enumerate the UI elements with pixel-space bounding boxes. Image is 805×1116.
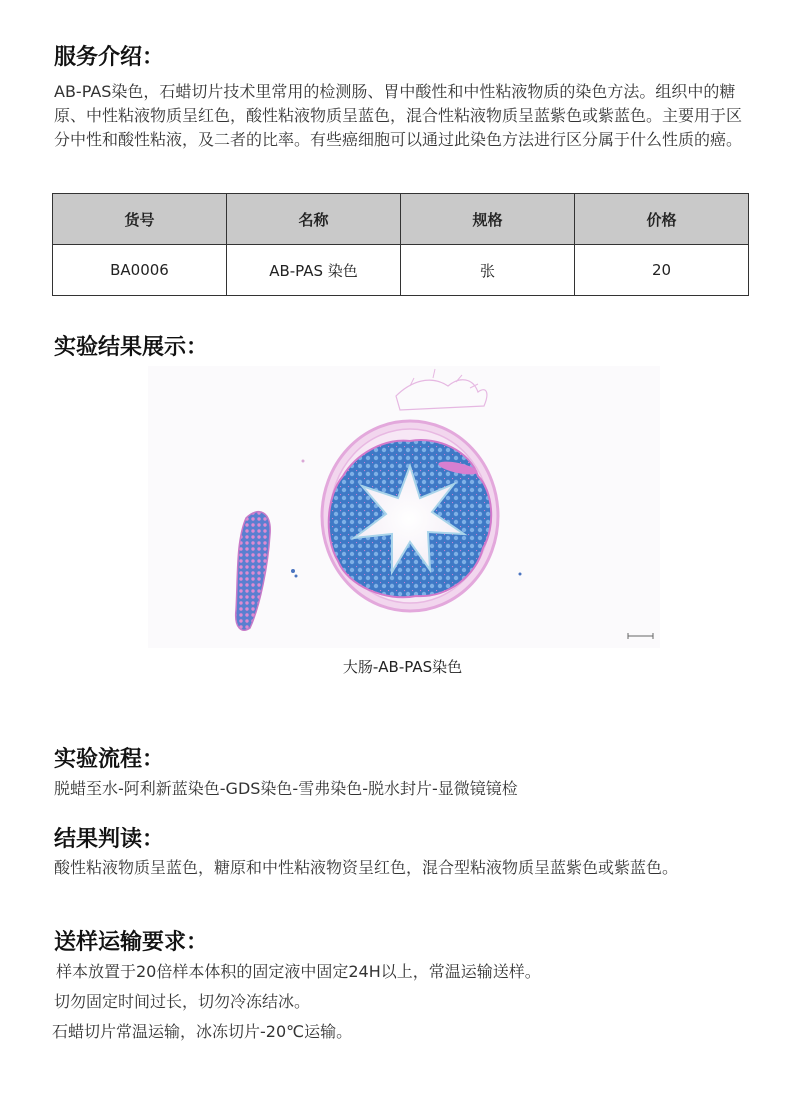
results-title: 实验结果展示： <box>54 335 209 360</box>
shipping-line-3: 石蜡切片常温运输，冰冻切片-20℃运输。 <box>52 1022 353 1041</box>
histology-image <box>148 366 660 648</box>
service-title: 服务介绍： <box>54 45 165 70</box>
interpretation-title: 结果判读： <box>54 827 165 852</box>
figure-caption: 大肠-AB-PAS染色 <box>342 658 463 676</box>
cell-spec: 张 <box>401 245 575 296</box>
shipping-title: 送样运输要求： <box>54 930 209 955</box>
header-price: 价格 <box>575 194 749 245</box>
process-title: 实验流程： <box>54 747 165 772</box>
table-header-row <box>53 194 749 245</box>
service-description: AB-PAS染色，石蜡切片技术里常用的检测肠、胃中酸性和中性粘液物质的染色方法。组织中的糖原、中性粘液物质呈红色，酸性粘液物质呈蓝色，混合性粘液物质呈蓝紫色或紫蓝色。主要用于区分中性和酸性粘液，及二者的比率。有些癌细胞可以通过此染色方法进行区分属于什么性质的癌。 <box>54 82 743 149</box>
header-name: 名称 <box>227 194 401 245</box>
header-item-no: 货号 <box>53 194 227 245</box>
interpretation-text: 酸性粘液物质呈蓝色，糖原和中性粘液物资呈红色，混合型粘液物质呈蓝紫色或紫蓝色。 <box>54 858 679 877</box>
product-table <box>52 193 749 296</box>
table-row <box>53 245 749 296</box>
header-spec: 规格 <box>401 194 575 245</box>
shipping-line-1: 样本放置于20倍样本体积的固定液中固定24H以上，常温运输送样。 <box>56 962 541 981</box>
cell-item-no: BA0006 <box>53 245 227 296</box>
process-text: 脱蜡至水-阿利新蓝染色-GDS染色-雪弗染色-脱水封片-显微镜镜检 <box>54 779 518 798</box>
cell-price: 20 <box>575 245 749 296</box>
cell-name: AB-PAS 染色 <box>227 245 401 296</box>
shipping-line-2: 切勿固定时间过长，切勿冷冻结冰。 <box>54 992 311 1011</box>
